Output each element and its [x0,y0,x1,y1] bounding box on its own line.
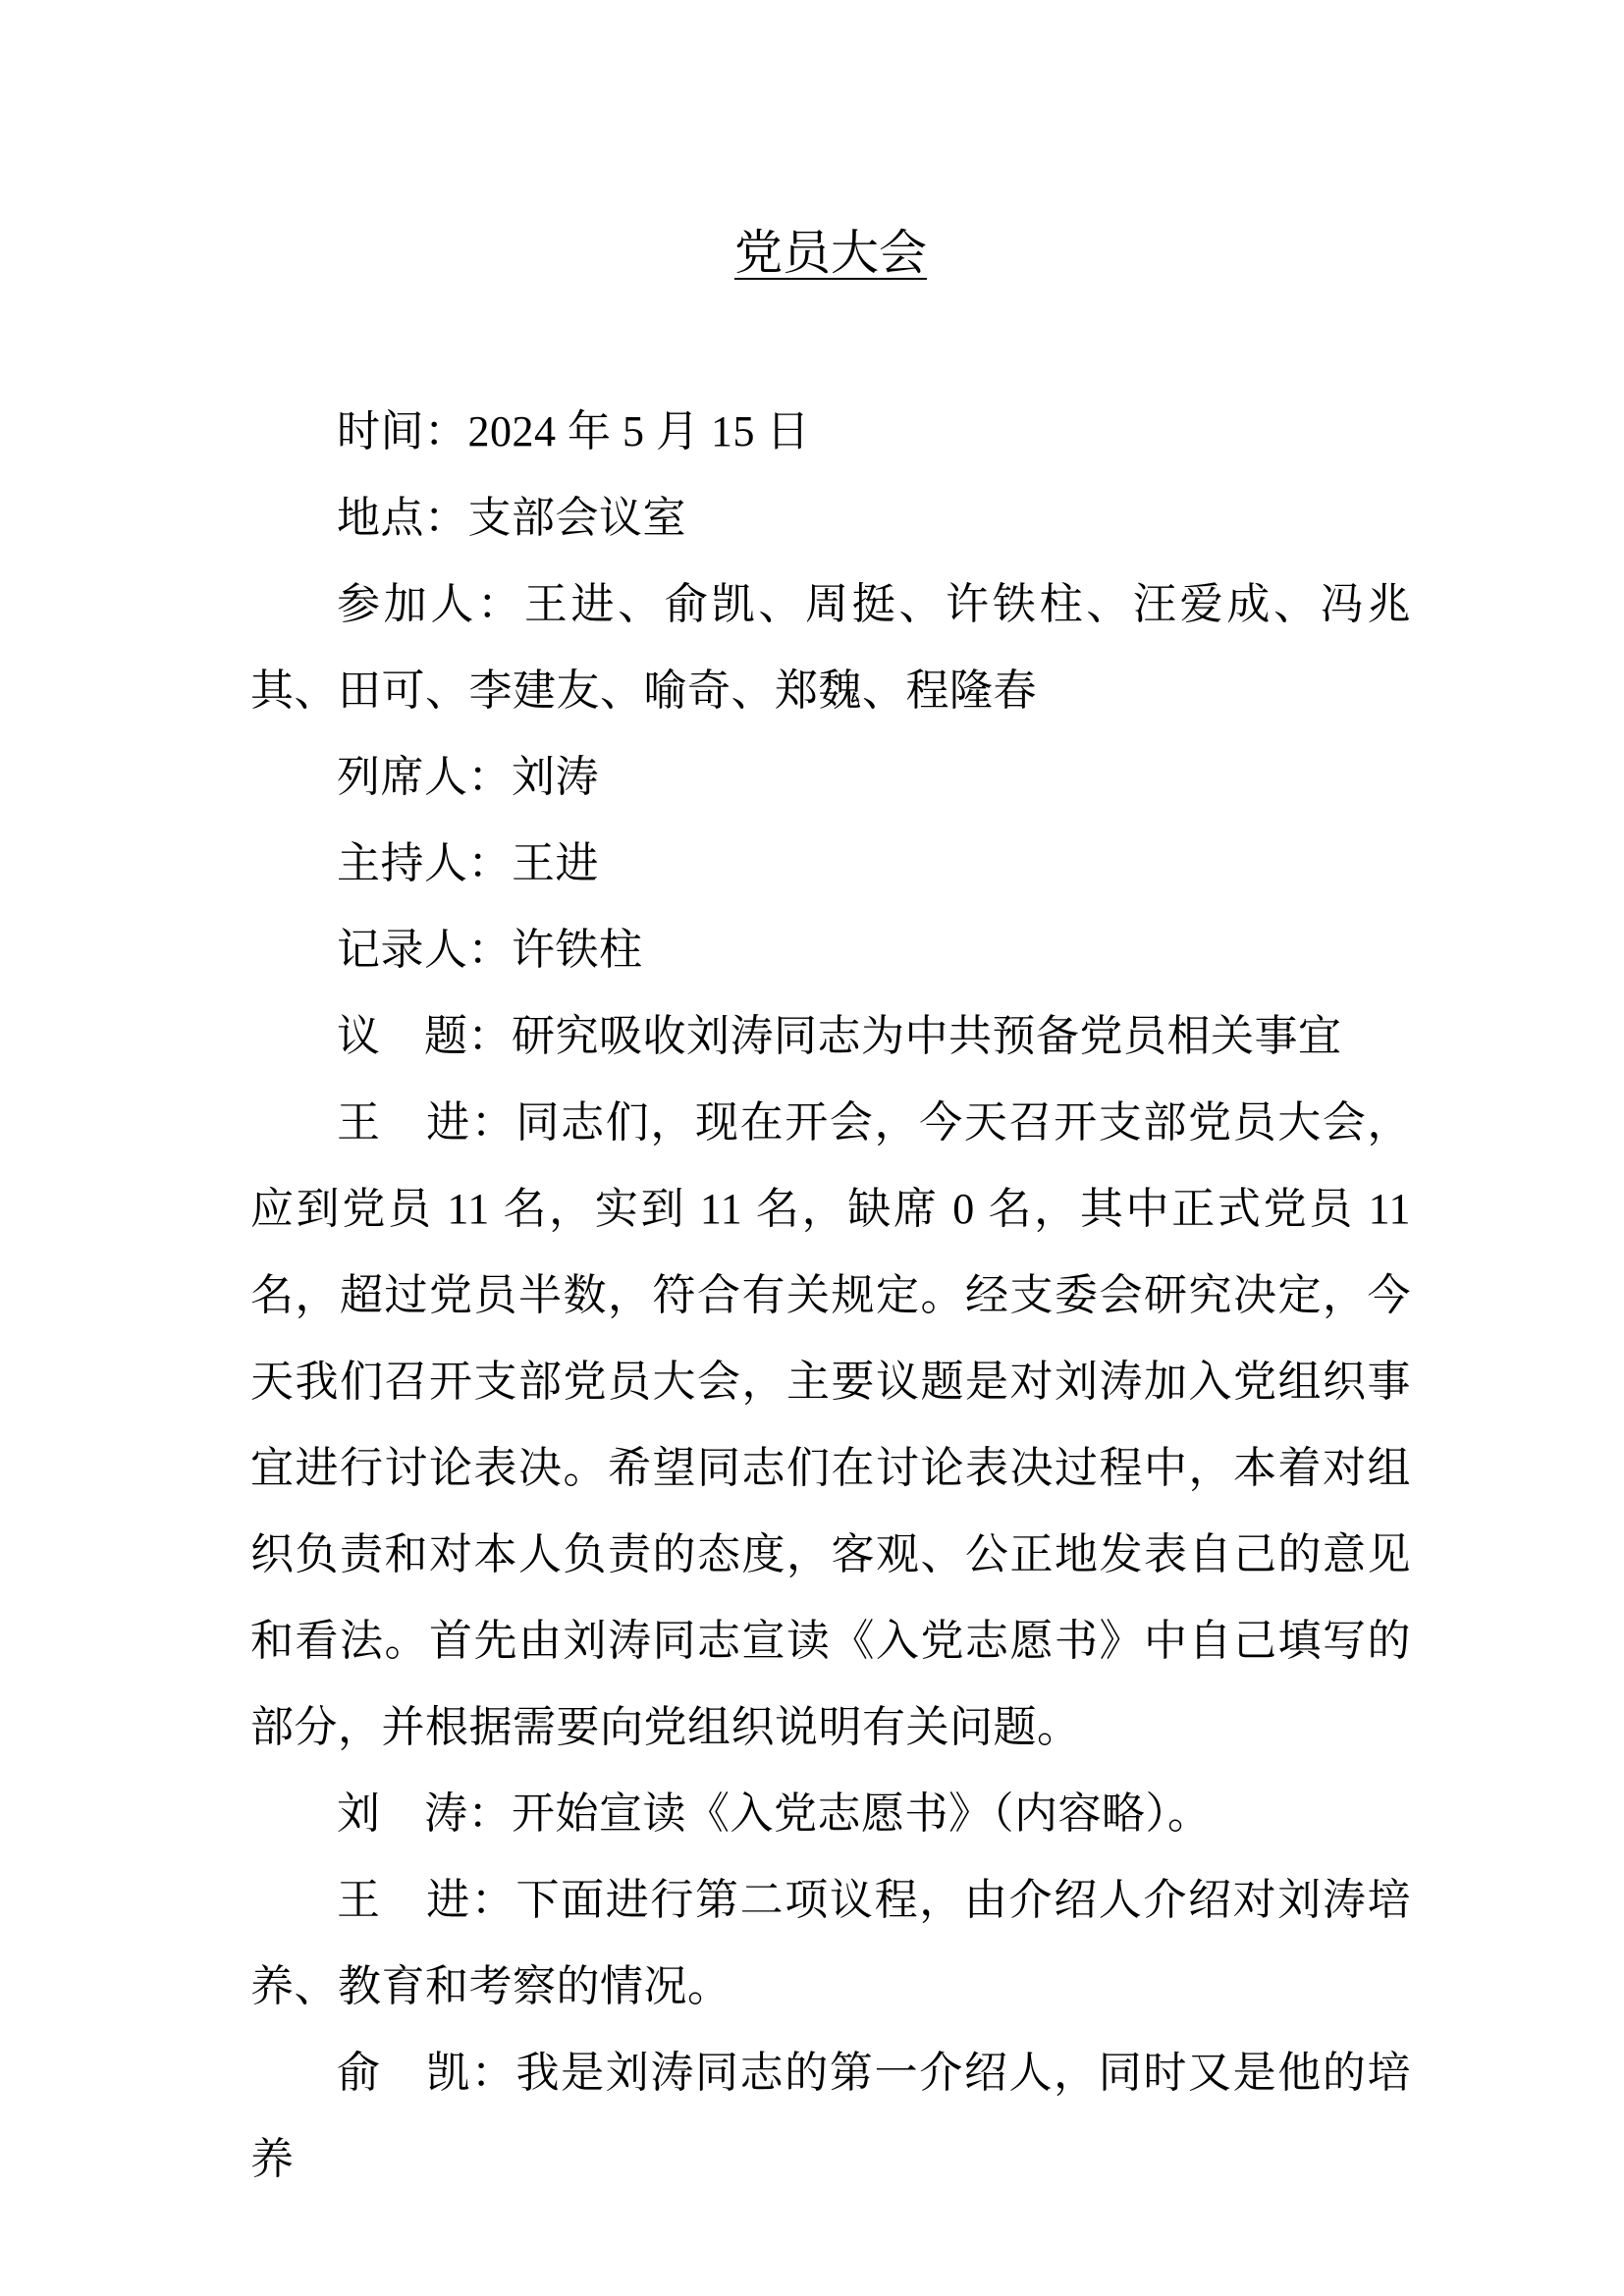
para-recorder: 记录人：许铁柱 [337,926,643,974]
para-speech-liutao: 刘 涛：开始宣读《入党志愿书》（内容略）。 [337,1789,1212,1838]
para-participants: 参加人：王进、俞凯、周挺、许铁柱、汪爱成、冯兆其、田可、李建友、喻奇、郑魏、程隆春 [250,580,1411,715]
document-content [250,224,1411,2203]
para-observer: 列席人：刘涛 [337,753,599,801]
para-speech-wangjin-1: 王 进：同志们，现在开会，今天召开支部党员大会，应到党员 11 名，实到 11 名，缺席 0 名，其中正式党员 11 名，超过党员半数，符合有关规定。经支委会研究决定，今天我们召开支部党员大会，主要议题是对刘涛加入党组织事宜进行讨论表决。希望同志们在讨论表决过程中，本着对组织负责和对本人负责的态度，客观、公正地发表自己的意见和看法。首先由刘涛同志宣读《入党志愿书》中自己填写的部分，并根据需要向党组织说明有关问题。 [250,1098,1411,1751]
para-speech-yukai: 俞 凯：我是刘涛同志的第一介绍人，同时又是他的培养 [250,2049,1411,2183]
para-location: 地点：支部会议室 [337,494,686,542]
document-title: 党员大会 [733,226,927,280]
para-time: 时间：2024 年 5 月 15 日 [337,407,810,455]
para-host: 主持人：王进 [337,839,599,887]
para-topic: 议 题：研究吸收刘涛同志为中共预备党员相关事宜 [337,1012,1342,1060]
para-speech-wangjin-2: 王 进：下面进行第二项议程，由介绍人介绍对刘涛培养、教育和考察的情况。 [250,1876,1411,2010]
